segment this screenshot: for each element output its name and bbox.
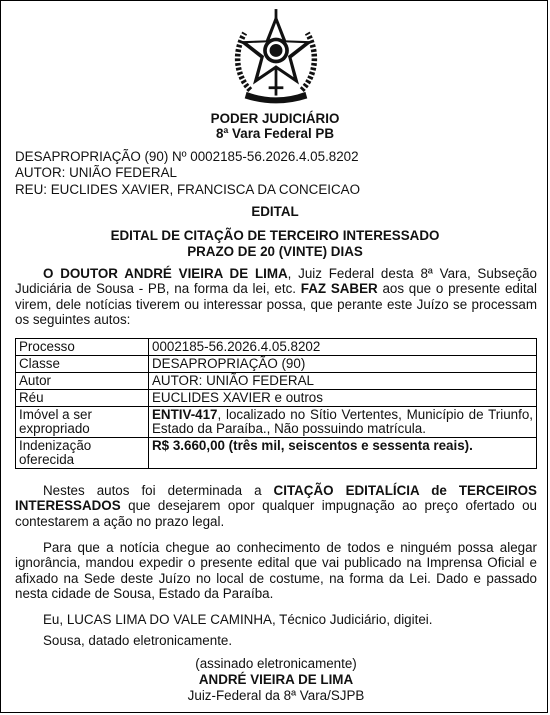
date-paragraph: Sousa, datado eletronicamente. xyxy=(43,633,233,648)
institution-title: PODER JUDICIÁRIO xyxy=(210,111,340,126)
table-row xyxy=(16,339,537,356)
typist-paragraph: Eu, LUCAS LIMA DO VALE CAMINHA, Técnico Judiciário, digitei. xyxy=(43,612,433,627)
citation-bold: CITAÇÃO EDITALÍCIA de TERCEIROS INTERESSADOS xyxy=(15,483,537,514)
case-defendants: REU: EUCLIDES XAVIER, FRANCISCA DA CONCEICAO xyxy=(15,182,361,197)
table-row xyxy=(16,438,537,469)
row-value: AUTOR: UNIÃO FEDERAL xyxy=(149,373,537,390)
row-value: 0002185-56.2026.4.05.8202 xyxy=(149,339,537,356)
intro-text-2: aos que o presente edital virem, dele notícias tiverem ou interessar possa, que perante este Juízo se processam os seguintes autos: xyxy=(15,281,537,328)
row-label: Imóvel a ser expropriado xyxy=(16,407,149,438)
property-description: , localizado no Sítio Vertentes, Município de Triunfo, Estado da Paraíba., Não possuindo matrícula. xyxy=(152,407,533,436)
case-number: DESAPROPRIAÇÃO (90) Nº 0002185-56.2026.4.05.8202 xyxy=(15,149,359,164)
signature-role: Juiz-Federal da 8ª Vara/SJPB xyxy=(187,688,365,703)
table-row xyxy=(16,373,537,390)
intro-text-1: , Juiz Federal desta 8ª Vara, Subseção Judiciária de Sousa - PB, na forma da lei, etc. xyxy=(15,266,537,297)
table-row xyxy=(16,356,537,373)
property-code: ENTIV-417 xyxy=(152,407,218,422)
citation-paragraph xyxy=(15,483,537,529)
intro-paragraph xyxy=(15,266,537,328)
judge-name: O DOUTOR ANDRÉ VIEIRA DE LIMA xyxy=(43,266,288,281)
row-label: Autor xyxy=(16,373,149,390)
deadline-title: PRAZO DE 20 (VINTE) DIAS xyxy=(187,244,363,259)
publication-paragraph: Para que a notícia chegue ao conhecimento de todos e ninguém possa alegar ignorância, mandou expedir o presente edital que vai publicado na Imprensa Oficial e afixado na Sede deste Juízo no local de costume, na forma da Lei. Dado e passado nesta cidade de Sousa, Estado da Paraíba. xyxy=(15,540,537,602)
compensation-value: R$ 3.660,00 (três mil, seiscentos e sessenta reais). xyxy=(152,438,473,453)
citation-text-a: Nestes autos foi determinada a xyxy=(43,483,274,498)
faz-saber: FAZ SABER xyxy=(300,281,378,297)
row-label: Indenização oferecida xyxy=(16,438,149,469)
signature-name: ANDRÉ VIEIRA DE LIMA xyxy=(198,672,354,687)
citation-title: EDITAL DE CITAÇÃO DE TERCEIRO INTERESSADO xyxy=(110,228,440,243)
court-name: 8ª Vara Federal PB xyxy=(215,126,335,141)
coat-of-arms-icon xyxy=(230,7,322,105)
table-row xyxy=(16,407,537,438)
row-label: Réu xyxy=(16,390,149,407)
row-label: Classe xyxy=(16,356,149,373)
row-value xyxy=(149,438,537,469)
signature-note: (assinado eletronicamente) xyxy=(195,656,357,671)
row-value xyxy=(149,407,537,438)
case-details-table xyxy=(15,338,537,469)
row-label: Processo xyxy=(16,339,149,356)
row-value: DESAPROPRIAÇÃO (90) xyxy=(149,356,537,373)
edital-heading: EDITAL xyxy=(251,204,299,219)
citation-text-b: que desejarem opor qualquer impugnação ao preço ofertado ou contestarem a ação no prazo legal. xyxy=(15,498,537,529)
table-row xyxy=(16,390,537,407)
row-value: EUCLIDES XAVIER e outros xyxy=(149,390,537,407)
case-author: AUTOR: UNIÃO FEDERAL xyxy=(15,165,177,180)
